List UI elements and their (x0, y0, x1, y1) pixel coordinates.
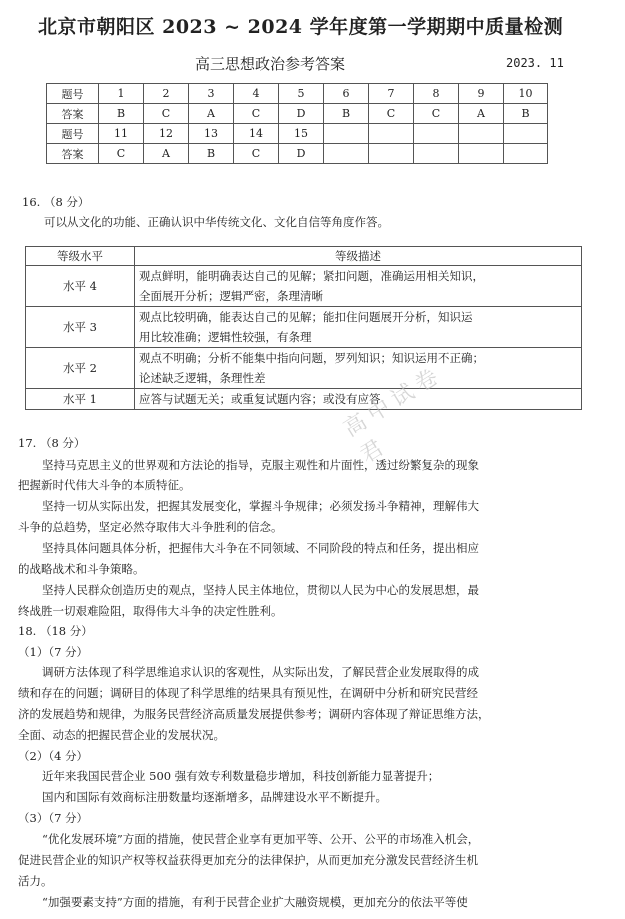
table-cell: 题号 (47, 84, 99, 104)
q17-paragraph: 坚持一切从实际出发，把握其发展变化，掌握斗争规律；必须发扬斗争精神，理解伟大 (42, 499, 479, 513)
table-cell: B (504, 104, 548, 124)
q18-paragraph: “加强要素支持”方面的措施，有利于民营企业扩大融资规模，更加充分的依法平等使 (42, 895, 468, 909)
q18-paragraph: 国内和国际有效商标注册数量均逐渐增多，品牌建设水平不断提升。 (42, 790, 387, 804)
table-cell: A (144, 144, 189, 164)
table-cell: C (234, 104, 279, 124)
table-row (47, 144, 548, 164)
q16-heading: 16. （8 分） (22, 195, 90, 209)
table-cell: C (234, 144, 279, 164)
table-cell (369, 144, 414, 164)
doc-subtitle: 高三思想政治参考答案 (195, 55, 346, 73)
table-cell: 13 (189, 124, 234, 144)
table-cell: C (369, 104, 414, 124)
table-cell: 14 (234, 124, 279, 144)
table-cell: 答案 (47, 144, 99, 164)
level-table (25, 246, 582, 410)
q17-heading: 17. （8 分） (18, 436, 86, 450)
q17-paragraph: 坚持具体问题具体分析，把握伟大斗争在不同领域、不同阶段的特点和任务，提出相应 (42, 541, 479, 555)
table-row (26, 389, 582, 410)
table-cell: 答案 (47, 104, 99, 124)
table-cell: 15 (279, 124, 324, 144)
table-cell (504, 144, 548, 164)
q18-paragraph: “优化发展环境”方面的措施，使民营企业享有更加平等、公开、公平的市场准入机会， (42, 832, 480, 846)
table-row (47, 84, 548, 104)
watermark: 高中试卷君 (339, 361, 448, 469)
answer-table (46, 83, 548, 164)
table-cell: 题号 (47, 124, 99, 144)
table-cell: A (189, 104, 234, 124)
table-cell: 9 (459, 84, 504, 104)
doc-date: 2023. 11 (506, 56, 564, 70)
level-desc: 观点鲜明，能明确表达自己的见解；紧扣问题，准确运用相关知识， 全面展开分析；逻辑严密，条理清晰 (135, 266, 582, 307)
table-cell: C (99, 144, 144, 164)
table-row (47, 104, 548, 124)
q17-paragraph: 坚持马克思主义的世界观和方法论的指导，克服主观性和片面性，透过纷繁复杂的现象 (42, 458, 479, 472)
table-cell: D (279, 144, 324, 164)
table-cell: 8 (414, 84, 459, 104)
table-cell: A (459, 104, 504, 124)
q18-sub3: （3）（7 分） (18, 811, 89, 825)
table-row (47, 124, 548, 144)
q18-paragraph: 济的发展趋势和规律，为服务民营经济高质量发展提供参考；调研内容体现了辩证思维方法， (18, 707, 490, 721)
table-cell: B (324, 104, 369, 124)
q18-paragraph: 调研方法体现了科学思维追求认识的客观性，从实际出发，了解民营企业发展取得的成 (42, 665, 479, 679)
table-cell (414, 144, 459, 164)
q17-paragraph: 坚持人民群众创造历史的观点，坚持人民主体地位，贯彻以人民为中心的发展思想，最 (42, 583, 479, 597)
level-name: 水平 4 (26, 266, 135, 307)
q17-paragraph: 把握新时代伟大斗争的本质特征。 (18, 478, 191, 492)
table-row (26, 307, 582, 348)
table-header-cell: 等级描述 (135, 247, 582, 266)
doc-title: 北京市朝阳区 2023 ~ 2024 学年度第一学期期中质量检测 (38, 16, 564, 38)
q18-sub2: （2）（4 分） (18, 749, 89, 763)
q18-paragraph: 全面、动态的把握民营企业的发展状况。 (18, 728, 225, 742)
level-desc: 观点不明确；分析不能集中指向问题，罗列知识；知识运用不正确； 论述缺乏逻辑，条理性差 (135, 348, 582, 389)
level-name: 水平 3 (26, 307, 135, 348)
table-cell: 12 (144, 124, 189, 144)
table-cell: C (414, 104, 459, 124)
table-header-cell: 等级水平 (26, 247, 135, 266)
q17-paragraph: 斗争的总趋势，坚定必然夺取伟大斗争胜利的信念。 (18, 520, 283, 534)
table-cell (324, 144, 369, 164)
q18-paragraph: 近年来我国民营企业 500 强有效专利数量稳步增加，科技创新能力显著提升； (42, 769, 440, 783)
table-cell: B (189, 144, 234, 164)
q18-paragraph: 活力。 (18, 874, 53, 888)
table-cell (414, 124, 459, 144)
q18-paragraph: 促进民营企业的知识产权等权益获得更加充分的法律保护，从而更加充分激发民营经济生机 (18, 853, 478, 867)
table-cell: D (279, 104, 324, 124)
table-cell: B (99, 104, 144, 124)
level-desc: 应答与试题无关；或重复试题内容；或没有应答 (135, 389, 582, 410)
table-cell: 10 (504, 84, 548, 104)
table-cell: 7 (369, 84, 414, 104)
q16-text: 可以从文化的功能、正确认识中华传统文化、文化自信等角度作答。 (44, 215, 389, 229)
q18-paragraph: 绩和存在的问题；调研目的体现了科学思维的结果具有预见性，在调研中分析和研究民营经 (18, 686, 478, 700)
table-row (26, 348, 582, 389)
table-cell: 4 (234, 84, 279, 104)
table-cell: 5 (279, 84, 324, 104)
table-cell: 6 (324, 84, 369, 104)
level-name: 水平 1 (26, 389, 135, 410)
table-cell: 2 (144, 84, 189, 104)
level-name: 水平 2 (26, 348, 135, 389)
table-cell: 11 (99, 124, 144, 144)
table-cell (324, 124, 369, 144)
q18-sub1: （1）（7 分） (18, 645, 89, 659)
table-cell (459, 124, 504, 144)
q17-paragraph: 终战胜一切艰难险阻，取得伟大斗争的决定性胜利。 (18, 604, 283, 618)
level-desc: 观点比较明确，能表达自己的见解；能扣住问题展开分析，知识运 用比较准确；逻辑性较强，有条理 (135, 307, 582, 348)
table-cell: C (144, 104, 189, 124)
table-row (26, 247, 582, 266)
table-cell: 3 (189, 84, 234, 104)
q18-heading: 18. （18 分） (18, 624, 93, 638)
table-cell: 1 (99, 84, 144, 104)
table-row (26, 266, 582, 307)
q17-paragraph: 的战略战术和斗争策略。 (18, 562, 145, 576)
table-cell (504, 124, 548, 144)
table-cell (459, 144, 504, 164)
table-cell (369, 124, 414, 144)
